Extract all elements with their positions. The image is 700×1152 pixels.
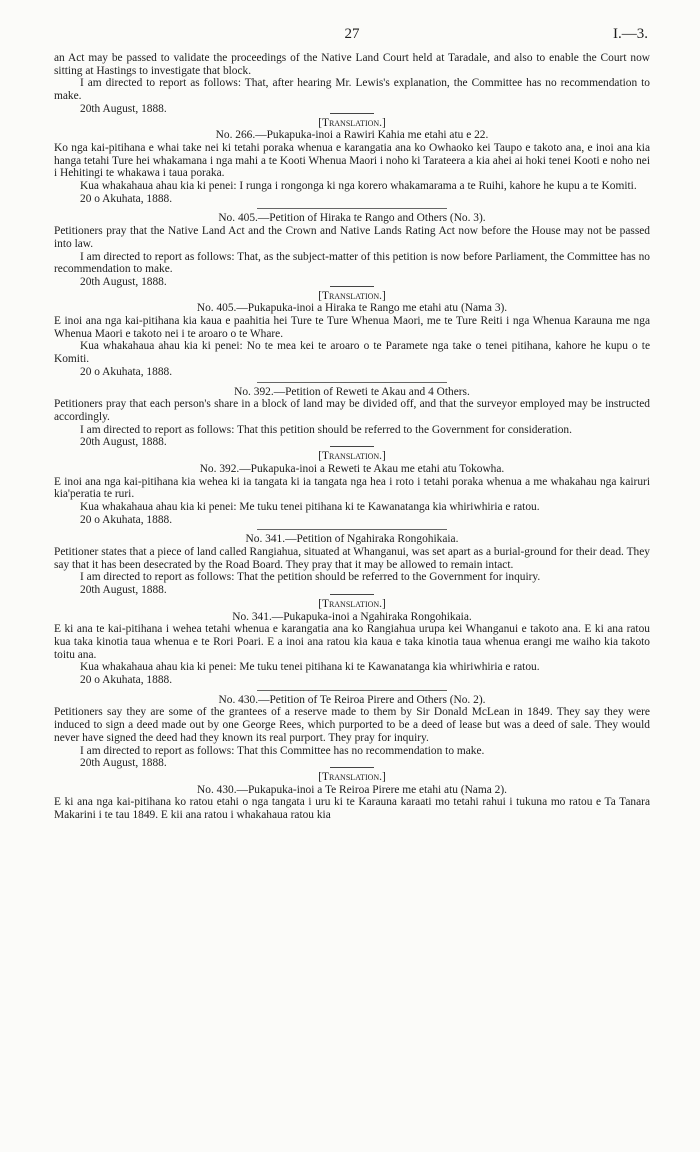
- date-line: 20th August, 1888.: [80, 275, 167, 288]
- maori-heading: No. 341.—Pukapuka-inoi a Ngahiraka Rongohikaia.: [232, 610, 472, 623]
- petition-heading: No. 392.—Petition of Reweti te Akau and 4 Others.: [234, 385, 470, 398]
- maori-date: 20 o Akuhata, 1888.: [80, 674, 173, 687]
- date-line: 20th August, 1888.: [80, 757, 167, 770]
- section-rule: [257, 382, 447, 383]
- petition-body: Petitioners pray that the Native Land Act and the Crown and Native Lands Rating Act now before the House may not be passed into law.: [54, 225, 650, 250]
- petition-430: [54, 694, 650, 822]
- maori-heading: No. 430.—Pukapuka-inoi a Te Reiroa Pirere me etahi atu (Nama 2).: [197, 783, 507, 796]
- section-rule: [257, 690, 447, 691]
- short-rule: [330, 594, 374, 595]
- maori-report: Kua whakahaua ahau kia ki penei: I runga i rongonga ki nga korero whakamarama a te Ruihi, kahore he kupu a te Komiti.: [80, 180, 637, 193]
- short-rule: [330, 767, 374, 768]
- petition-heading: No. 430.—Petition of Te Reiroa Pirere and Others (No. 2).: [218, 693, 486, 706]
- maori-paragraph: E inoi ana nga kai-pitihana kia wehea ki ia tangata ki ia tangata nga hea i roto i tetahi poraka whenua a me whakahau nga kairuri kia'peratia te ruri.: [54, 475, 650, 501]
- translation-label: [Translation.]: [318, 770, 386, 783]
- translation-label: [Translation.]: [318, 597, 386, 610]
- date-line: 20th August, 1888.: [80, 584, 167, 597]
- maori-heading: No. 405.—Pukapuka-inoi a Hiraka te Rango me etahi atu (Nama 3).: [196, 302, 508, 315]
- petition-heading: No. 341.—Petition of Ngahiraka Rongohikaia.: [245, 533, 459, 546]
- report-paragraph: I am directed to report as follows: That, as the subject-matter of this petition is now before Parliament, the Committee has no recommendation to make.: [54, 250, 650, 276]
- maori-date: 20 o Akuhata, 1888.: [80, 513, 173, 526]
- translation-label: [Translation.]: [318, 116, 386, 129]
- report-paragraph: I am directed to report as follows: That this Committee has no recommendation to make.: [80, 744, 485, 757]
- petition-341: [54, 533, 650, 686]
- maori-paragraph: E inoi ana nga kai-pitihana kia kaua e paahitia hei Ture te Ture Whenua Maori, me te Ture Reiti i nga Whenua Karauna me nga Whenua Maori e takoto nei i te aroaro o te Whare.: [54, 315, 650, 340]
- translation-label: [Translation.]: [318, 289, 386, 302]
- petition-392: [54, 386, 650, 527]
- short-rule: [330, 286, 374, 287]
- report-paragraph: I am directed to report as follows: That this petition should be referred to the Government for consideration.: [80, 423, 572, 436]
- translation-label: [Translation.]: [318, 450, 386, 463]
- maori-report: Kua whakahaua ahau kia ki penei: No te mea kei te aroaro o te Paramete nga take o tenei pitihana, kahore he kupu o te Komiti.: [54, 340, 650, 366]
- petition-405: [54, 212, 650, 378]
- short-rule: [330, 446, 374, 447]
- maori-paragraph: E ki ana te kai-pitihana i wehea tetahi whenua e karangatia ana ko Rangiahua urupa kei Whanganui e takoto ana. E ki ana ratou kua taka kinotia taua whenua e te Rori Poari. E a inoi ana ratou kia kaua e taka kinotia taua whenua erangi me waiho kia takoto toitu ana.: [54, 623, 650, 661]
- maori-date: 20 o Akuhata, 1888.: [80, 365, 173, 378]
- petition-body: Petitioner states that a piece of land called Rangiahua, situated at Whanganui, was set apart as a burial-ground for their dead. They say that it has been desecrated by the Road Board. They pray that it may be allowed to remain intact.: [54, 546, 650, 571]
- page-header: [54, 24, 650, 52]
- section-rule: [257, 208, 447, 209]
- maori-report: Kua whakahaua ahau kia ki penei: Me tuku tenei pitihana ki te Kawanatanga kia whiriwhiria e ratou.: [80, 661, 540, 674]
- maori-date: 20 o Akuhata, 1888.: [80, 192, 173, 205]
- petition-heading: No. 405.—Petition of Hiraka te Rango and Others (No. 3).: [218, 212, 486, 225]
- report-paragraph: I am directed to report as follows: That, after hearing Mr. Lewis's explanation, the Committee has no recommendation to make.: [54, 77, 650, 103]
- maori-paragraph: E ki ana nga kai-pitihana ko ratou etahi o nga tangata i uru ki te Karauna karaati mo tetahi rahui i tukuna mo ratou e Ta Tanara Makarini i te tau 1849. E kii ana ratou i whakahaua ratou kia: [54, 796, 650, 822]
- maori-paragraph: Ko nga kai-pitihana e whai take nei ki tetahi poraka whenua e karangatia ana ko Owhaoko kei Taupo e takoto ana, e inoi ana kia hanga tetahi Ture hei whakamana i nga mahi a te Kooti Whenua Maori i noho ki Tarateera a kia ahei ai hoki tenei Kooti e noho nei i Hehitingi te whakawa i taua poraka.: [54, 141, 650, 180]
- short-rule: [330, 113, 374, 114]
- paragraph: an Act may be passed to validate the proceedings of the Native Land Court held at Taradale, and also to enable the Court now sitting at Hastings to investigate that block.: [54, 52, 650, 77]
- maori-heading: No. 392.—Pukapuka-inoi a Reweti te Akau me etahi atu Tokowha.: [199, 462, 505, 475]
- report-paragraph: I am directed to report as follows: That the petition should be referred to the Government for inquiry.: [80, 571, 541, 584]
- petition-body: Petitioners pray that each person's share in a block of land may be divided off, and that the surveyor employed may be instructed accordingly.: [54, 398, 650, 423]
- petition-body: Petitioners say they are some of the grantees of a reserve made to them by Sir Donald McLean in 1849. They say they were induced to sign a deed made out by one George Rees, which purported to be a deed of lease but was a deed of sale. They would never have signed the deed had they known its real purport. They pray for inquiry.: [54, 706, 650, 744]
- date-line: 20th August, 1888.: [80, 436, 167, 449]
- date-line: 20th August, 1888.: [80, 102, 167, 115]
- section-rule: [257, 529, 447, 530]
- intro-section: [54, 52, 650, 205]
- page-reference: I.—3.: [613, 26, 648, 42]
- maori-heading: No. 266.—Pukapuka-inoi a Rawiri Kahia me etahi atu e 22.: [215, 129, 489, 142]
- page-number: 27: [344, 26, 360, 42]
- maori-report: Kua whakahaua ahau kia ki penei: Me tuku tenei pitihana ki te Kawanatanga kia whiriwhiria e ratou.: [80, 500, 540, 513]
